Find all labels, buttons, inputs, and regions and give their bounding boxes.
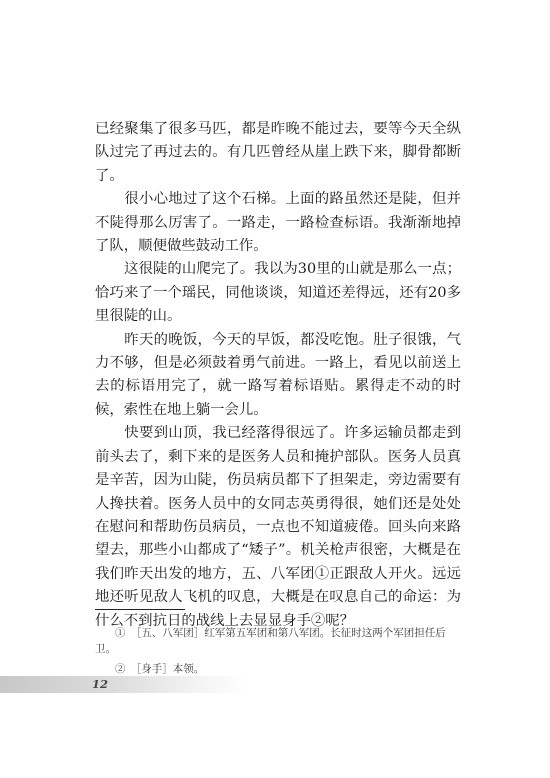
footnote-divider (95, 609, 185, 610)
paragraph-1: 已经聚集了很多马匹，都是昨晚不能过去，要等今天全纵队过完了再过去的。有几匹曾经从崖上跌下来，脚骨都断了。 (95, 121, 461, 184)
footnote-2: ② ［身手］本领。 (115, 663, 205, 675)
paragraph-2: 很小心地过了这个石梯。上面的路虽然还是陡，但并不陡得那么厉害了。一路走，一路检查标语。我渐渐地掉了队，顺便做些鼓动工作。 (95, 191, 461, 255)
paragraph-4: 昨天的晚饭，今天的早饭，都没吃饱。肚子很饿，气力不够，但是必须鼓着勇气前进。一路上，看见以前送上去的标语用完了，就一路写着标语贴。累得走不动的时候，索性在地上躺一会儿。 (95, 331, 461, 418)
footnote-1: ① ［五、八军团］红军第五军团和第八军团。长征时这两个军团担任后卫。 (95, 627, 446, 655)
footnotes (95, 625, 461, 681)
page-number: 12 (92, 677, 109, 691)
paragraph-3: 这很陡的山爬完了。我以为30里的山就是那么一点；恰巧来了一个瑶民，同他谈谈，知道还差得远，还有20多里很陡的山。 (95, 261, 461, 325)
paragraph-5: 快要到山顶，我已经落得很远了。许多运输员都走到前头去了，剩下来的是医务人员和掩护部队。医务人员真是辛苦，因为山陡，伤员病员都下了担架走，旁边需要有人搀扶着。医务人员中的女同志英勇得很，她们还是处处在慰问和帮助伤员病员，一点也不知道疲倦。回头向来路望去，那些小山都成了“矮子”。机关枪声很密，大概是在我们昨天出发的地方，五、八军团①正跟敌人开火。远远地还听见敌人飞机的叹息，大概是在叹息自己的命运：为什么不到抗日的战线上去显显身手②呢？ (95, 425, 461, 629)
page-number-bar (0, 676, 250, 693)
main-text (95, 118, 461, 633)
